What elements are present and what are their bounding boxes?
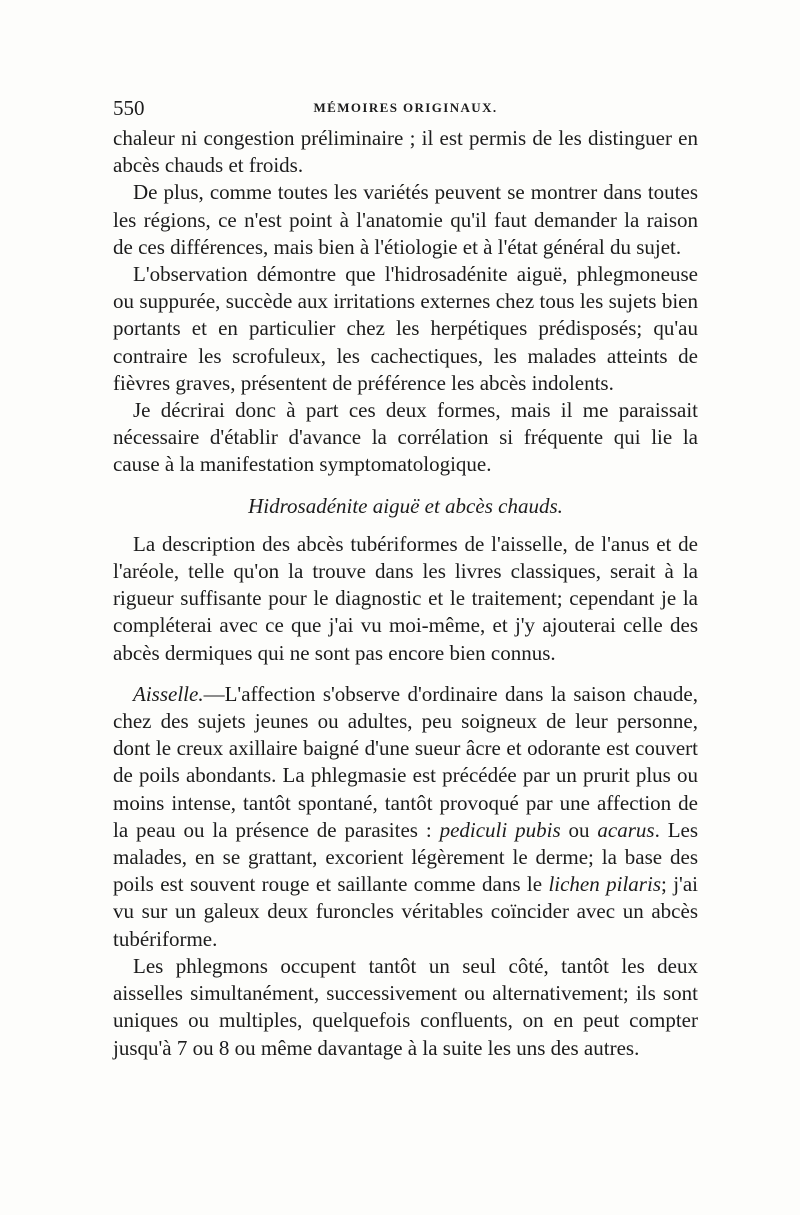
section-heading: Hidrosadénite aiguë et abcès chauds. (248, 493, 563, 518)
latin-term: acarus (597, 817, 655, 842)
paragraph: Les phlegmons occupent tantôt un seul côté, tantôt les deux aisselles simultanément, successivement ou alternativement; ils sont uniques ou multiples, quelquefois confluents, on en peut compter jusqu'à 7 ou 8 ou même davantage à la suite les uns des autres. (113, 953, 698, 1060)
paragraph (113, 681, 698, 953)
page-header (113, 96, 698, 122)
page-number: 550 (113, 96, 145, 120)
text-run: ou (560, 817, 598, 842)
runin-heading: Aisselle. (133, 681, 204, 706)
text-run: . Les malades, en se grattant, excorient légèrement le derme; la base des poils est souvent rouge et saillante comme dans le (113, 817, 699, 897)
latin-term: lichen pilaris (548, 872, 661, 897)
paragraph: chaleur ni congestion préliminaire ; il est permis de les distinguer en abcès chauds et froids. (113, 126, 698, 178)
running-title: MÉMOIRES ORIGINAUX. (313, 100, 498, 115)
text-run: ; j'ai vu sur un galeux deux furoncles véritables coïncider avec un abcès tubériforme. (113, 872, 698, 951)
body-text (113, 125, 698, 1062)
paragraph: La description des abcès tubériformes de l'aisselle, de l'anus et de l'aréole, telle qu'on la trouve dans les livres classiques, serait à la rigueur suffisante pour le diagnostic et le traitement; cependant je la compléterai avec ce que j'ai vu moi-même, et j'y ajouterai celle des abcès dermiques qui ne sont pas encore bien connus. (113, 531, 698, 665)
paragraph: De plus, comme toutes les variétés peuvent se montrer dans toutes les régions, ce n'est point à l'anatomie qu'il faut demander la raison de ces différences, mais bien à l'étiologie et à l'état général du sujet. (113, 180, 698, 259)
latin-term: pediculi pubis (439, 817, 561, 842)
paragraph: L'observation démontre que l'hidrosadénite aiguë, phlegmoneuse ou suppurée, succède aux irritations externes chez tous les sujets bien portants et en particulier chez les herpétiques prédisposés; qu'au contraire les scrofuleux, les cachectiques, les malades atteints de fièvres graves, présentent de préférence les abcès indolents. (113, 262, 698, 395)
paragraph: Je décrirai donc à part ces deux formes, mais il me paraissait nécessaire d'établir d'avance la corrélation si fréquente qui lie la cause à la manifestation symptomatologique. (113, 398, 698, 477)
spacer (113, 667, 698, 681)
text-run: —L'affection s'observe d'ordinaire dans la saison chaude, chez des sujets jeunes ou adultes, peu soigneux de leur personne, dont le creux axillaire baigné d'une sueur âcre et odorante est couvert de poils abondants. La phlegmasie est précédée par un prurit plus ou moins intense, tantôt spontané, tantôt provoqué par une affection de la peau ou la présence de parasites : (113, 681, 698, 842)
